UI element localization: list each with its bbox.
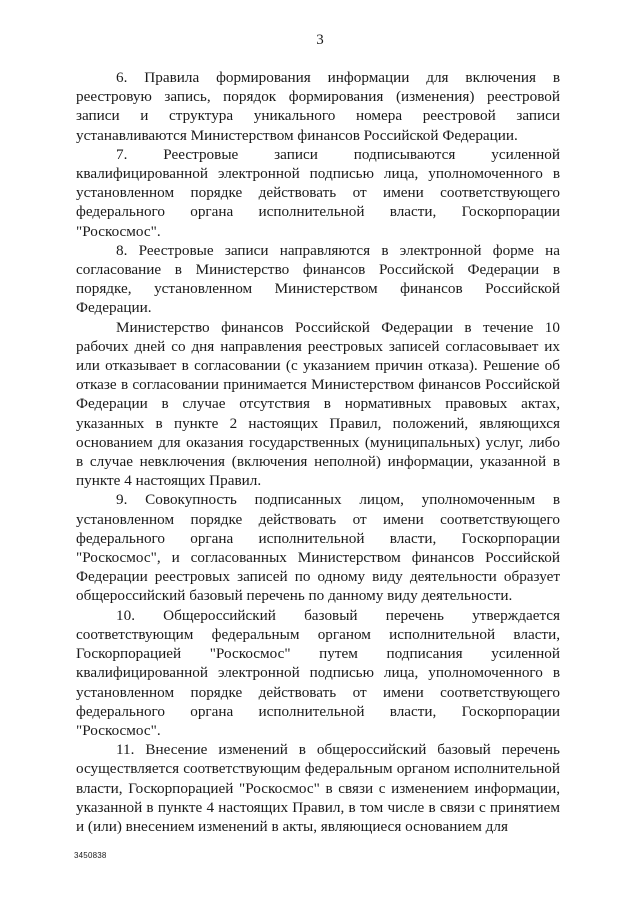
paragraph-8-continuation: Министерство финансов Российской Федерации в течение 10 рабочих дней со дня направления реестровых записей согласовывает их или отказывает в согласовании (с указанием причин отказа). Решение об отказе в согласовании принимается Министерством финансов Российской Федерации в случае отсутствия в нормативных правовых актах, указанных в пункте 2 настоящих Правил, положений, являющихся основанием для оказания государственных (муниципальных) услуг, либо в случае невключения (включения неполной) информации, указанной в пункте 4 настоящих Правил. bbox=[76, 318, 560, 490]
document-code: 3450838 bbox=[74, 851, 107, 860]
page-number: 3 bbox=[316, 32, 324, 48]
paragraph-7: 7. Реестровые записи подписываются усиленной квалифицированной электронной подписью лица, уполномоченного в установленном порядке действовать от имени соответствующего федерального органа исполнительной власти, Госкорпорации "Роскосмос". bbox=[76, 145, 560, 240]
paragraph-10: 10. Общероссийский базовый перечень утверждается соответствующим федеральным органом исполнительной власти, Госкорпорацией "Роскосмос" путем подписания усиленной квалифицированной электронной подписью лица, уполномоченного в установленном порядке действовать от имени соответствующего федерального органа исполнительной власти, Госкорпорации "Роскосмос". bbox=[76, 606, 560, 739]
paragraph-8: 8. Реестровые записи направляются в электронной форме на согласование в Министерство финансов Российской Федерации в порядке, установленном Министерством финансов Российской Федерации. bbox=[76, 241, 560, 317]
paragraph-6: 6. Правила формирования информации для включения в реестровую запись, порядок формирования (изменения) реестровой записи и структура уникального номера реестровой записи устанавливаются Министерством финансов Российской Федерации. bbox=[76, 69, 560, 144]
document-body bbox=[76, 68, 560, 836]
paragraph-9: 9. Совокупность подписанных лицом, уполномоченным в установленном порядке действовать от имени соответствующего федерального органа исполнительной власти, Госкорпорации "Роскосмос", и согласованных Министерством финансов Российской Федерации реестровых записей по одному виду деятельности образует общероссийский базовый перечень по данному виду деятельности. bbox=[76, 491, 560, 605]
paragraph-11: 11. Внесение изменений в общероссийский базовый перечень осуществляется соответствующим федеральным органом исполнительной власти, Госкорпорацией "Роскосмос" в связи с изменением информации, указанной в пункте 4 настоящих Правил, в том числе в связи с принятием и (или) внесением изменений в акты, являющиеся основанием для bbox=[76, 741, 560, 835]
